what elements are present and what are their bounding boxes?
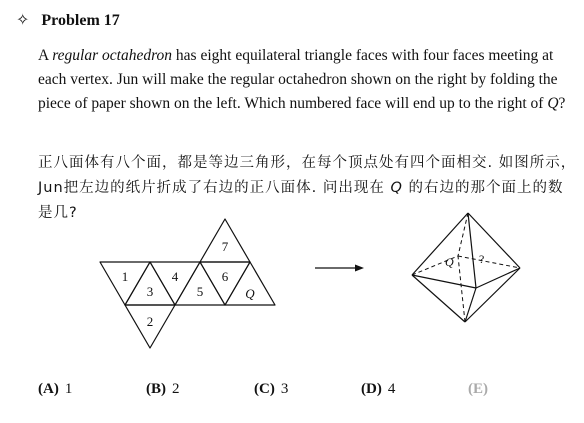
octahedron-drawing xyxy=(412,213,520,322)
answer-choices xyxy=(38,381,578,403)
net-label-2: 2 xyxy=(146,314,154,329)
answer-choice-e xyxy=(468,381,494,398)
answer-letter: (B) xyxy=(146,381,166,397)
net-label-3: 3 xyxy=(146,284,154,299)
term-regular-octahedron: regular octahedron xyxy=(52,47,173,64)
net-label-4: 4 xyxy=(171,269,179,284)
net-label-7: 7 xyxy=(221,239,229,254)
answer-value: 1 xyxy=(64,381,73,397)
answer-choice-d xyxy=(361,381,395,398)
net-label-q: Q xyxy=(245,286,255,301)
diamond-icon: ✧ xyxy=(16,12,30,29)
net-label-6: 6 xyxy=(221,269,229,284)
answer-choice-b xyxy=(146,381,180,398)
answer-value: 4 xyxy=(387,381,396,397)
q-variable: Q xyxy=(547,95,559,112)
answer-choice-a xyxy=(38,381,72,398)
problem-title: Problem 17 xyxy=(41,12,120,29)
answer-letter: (D) xyxy=(361,381,382,397)
text-segment: has eight equilateral triangle faces with four faces meeting at each vertex. Jun will make the regular octahedron shown on the right by folding the piece of paper shown on the left. Which numbered face will end up to the right of xyxy=(38,47,558,112)
text-segment: ? xyxy=(558,95,566,112)
answer-letter: (C) xyxy=(254,381,275,397)
answer-value: 2 xyxy=(172,381,180,397)
answer-choice-c xyxy=(254,381,288,398)
net-label-5: 5 xyxy=(196,284,204,299)
octahedron-label-unknown: ? xyxy=(479,252,485,266)
text-segment: A xyxy=(38,47,53,64)
q-variable: Q xyxy=(390,180,403,196)
net-label-1: 1 xyxy=(121,269,129,284)
answer-letter: (E) xyxy=(468,381,488,397)
text-segment: 正八面体有八个面，都是等边三角形，在每个顶点处有四个面相交. 如图所示，Jun把左边的纸片折成了右边的正八面体. 问出现在 xyxy=(38,155,577,196)
octahedron-label-q: Q xyxy=(445,255,454,269)
arrow-right-icon xyxy=(315,265,364,272)
text-segment: 的右边的那个面上的数是几? xyxy=(38,180,564,221)
answer-value: 3 xyxy=(280,381,289,397)
answer-letter: (A) xyxy=(38,381,59,397)
